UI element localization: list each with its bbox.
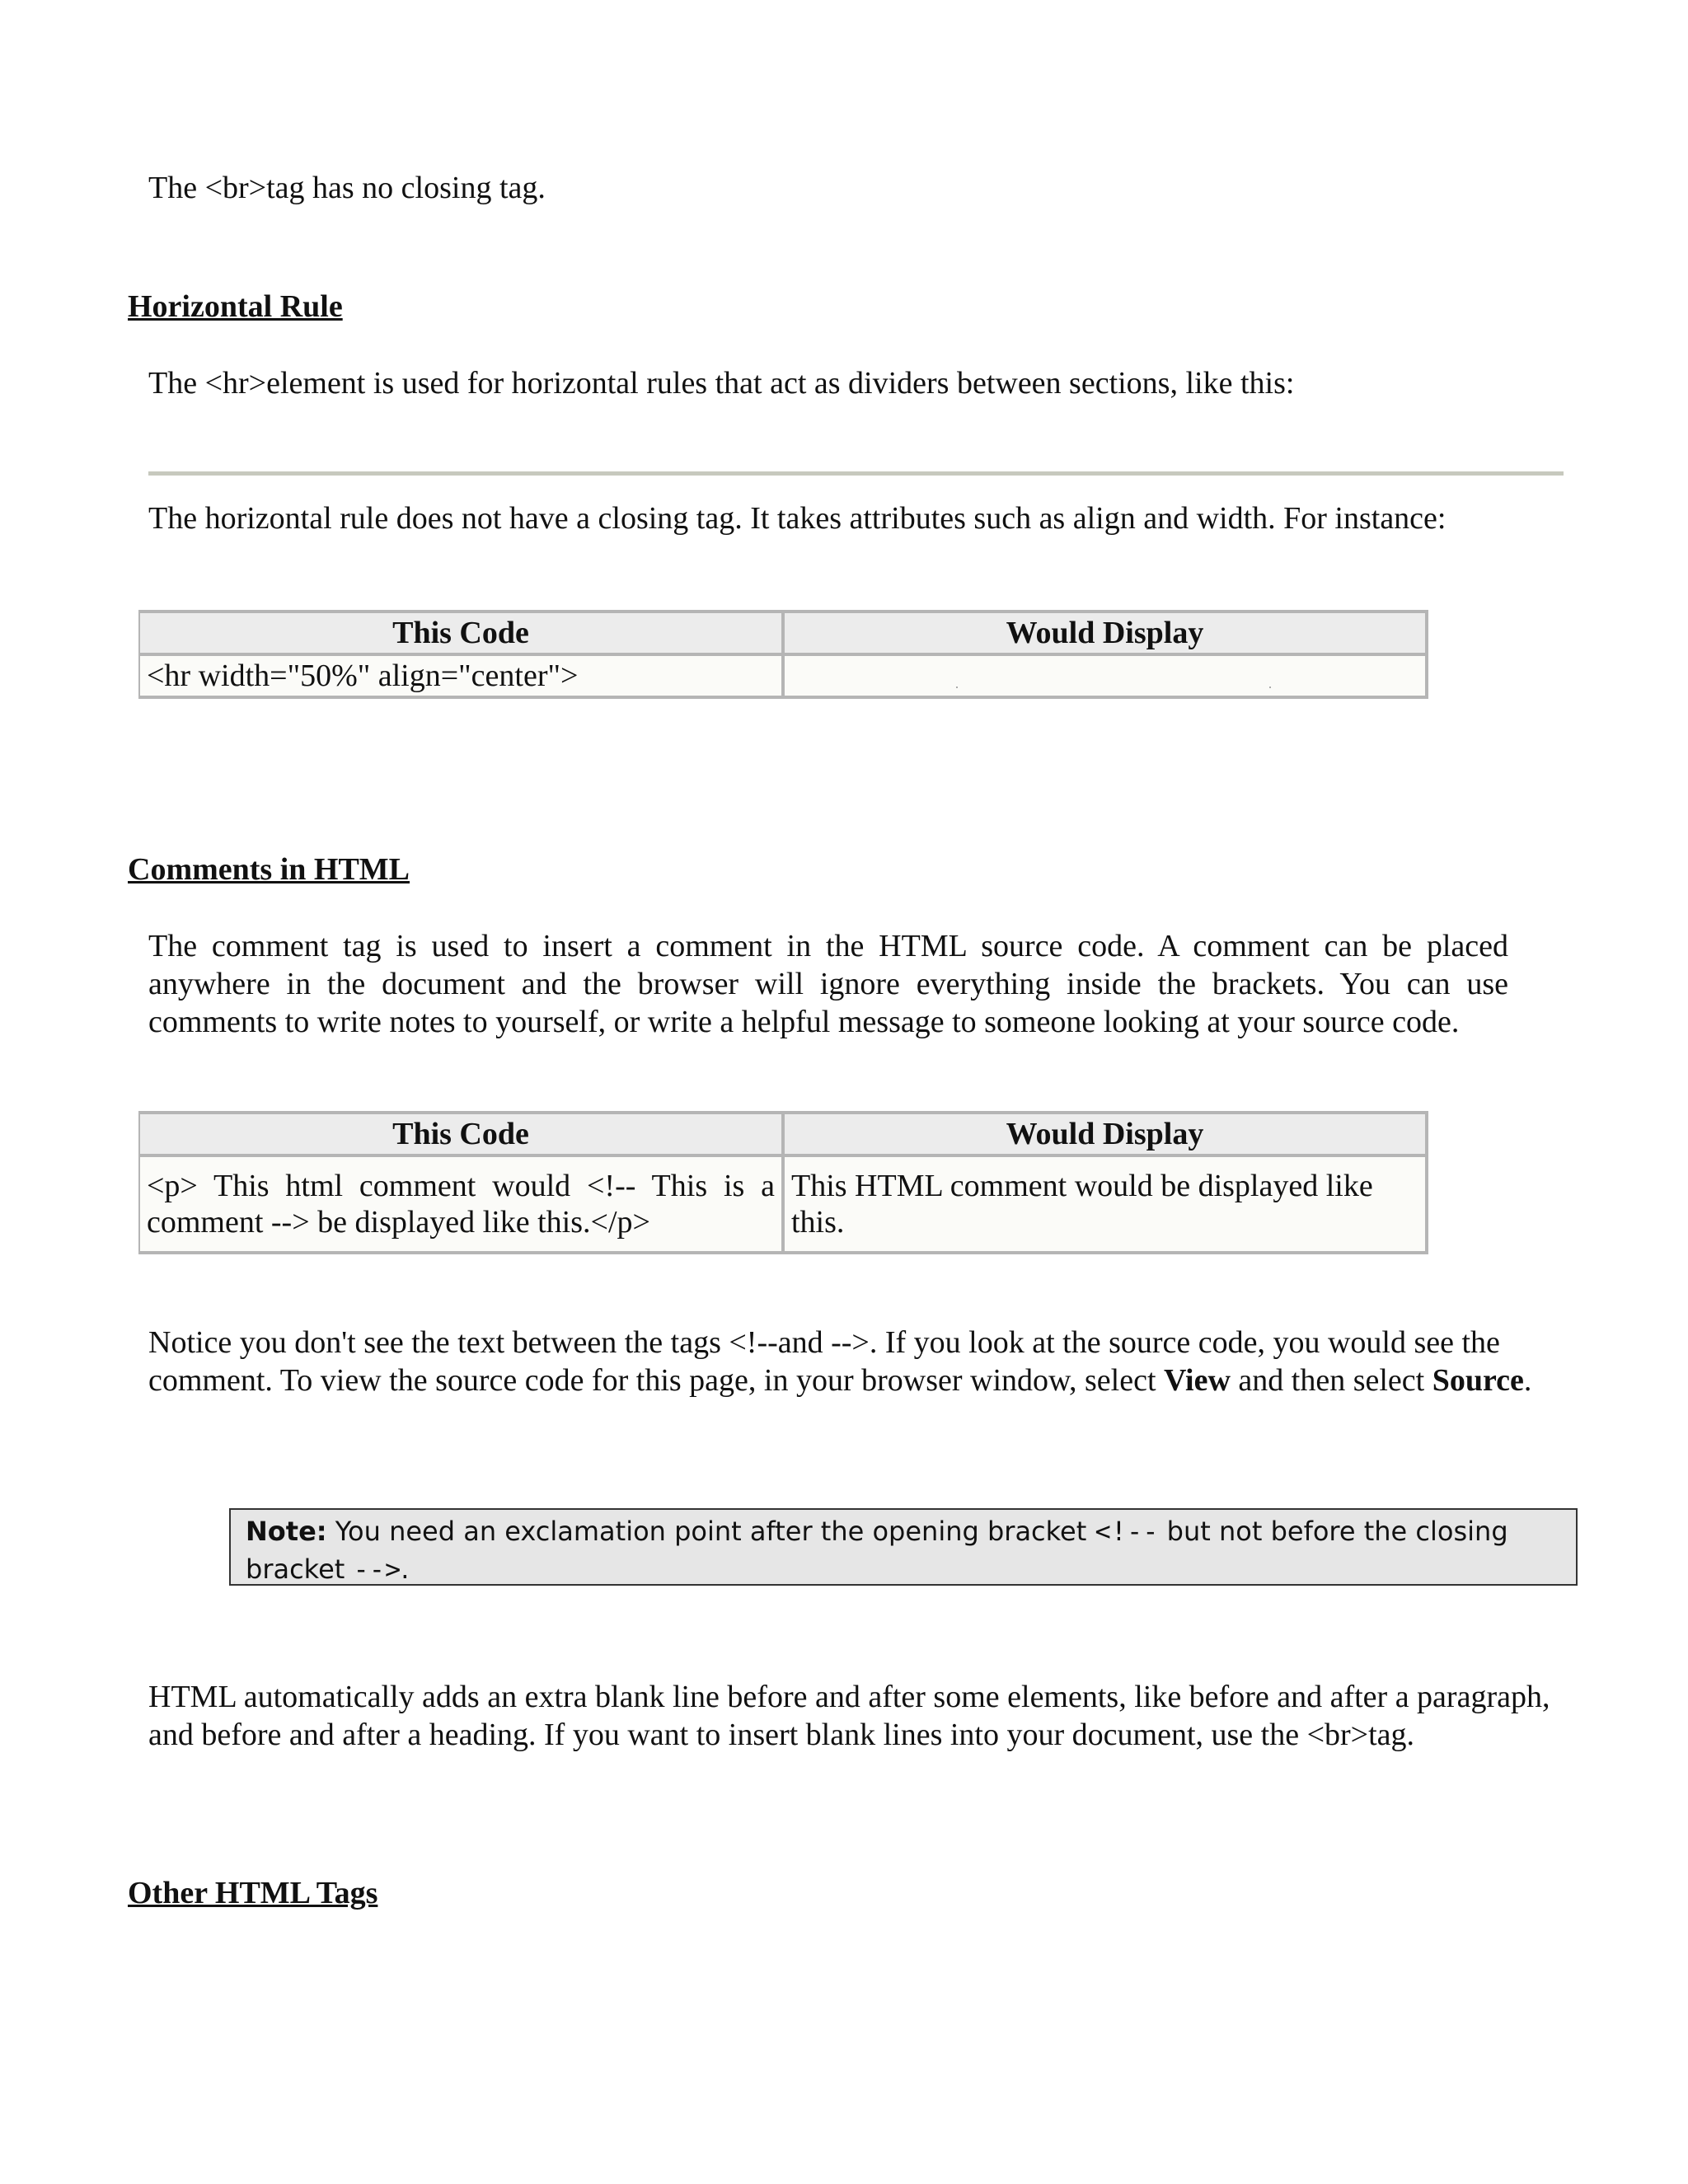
paragraph-comment-tag: The comment tag is used to insert a comment in the HTML source code. A comment can be placed anywhere in the document and the browser will ignore everything inside the brackets. You can use comments to write notes to yourself, or write a helpful message to someone looking at your source code.: [148, 929, 1508, 1039]
source-menu-label: Source: [1432, 1363, 1524, 1398]
table-header-row: [138, 1111, 1428, 1155]
comment-example-table: [138, 1111, 1428, 1254]
paragraph-br-no-closing: The <br>tag has no closing tag.: [148, 171, 546, 205]
display-cell: This HTML comment would be displayed like this.: [783, 1155, 1428, 1254]
horizontal-rule-example: [148, 471, 1564, 476]
header-would-display: Would Display: [783, 610, 1428, 654]
paragraph-notice-source: Notice you don't see the text between the tags <!--and -->. If you look at the source code, you would see the comment. To view the source code for this page, in your browser window, select View and then select Source.: [148, 1325, 1532, 1398]
paragraph-blank-lines: HTML automatically adds an extra blank line before and after some elements, like before and after a paragraph, and before and after a heading. If you want to insert blank lines into your document, use the <br>tag.: [148, 1680, 1550, 1752]
paragraph-hr-attributes: The horizontal rule does not have a closing tag. It takes attributes such as align and width. For instance:: [148, 501, 1447, 536]
hr-example-table: [138, 610, 1428, 699]
note-box: Note: You need an exclamation point after the opening bracket <!-- but not before the closing bracket -->.: [229, 1508, 1578, 1586]
heading-comments-in-html: Comments in HTML: [128, 852, 410, 887]
heading-other-html-tags: Other HTML Tags: [128, 1876, 378, 1910]
code-cell: <p> This html comment would <!-- This is a comment --> be displayed like this.</p>: [138, 1155, 783, 1254]
table-header-row: [138, 610, 1428, 654]
heading-horizontal-rule: Horizontal Rule: [128, 289, 343, 324]
header-this-code: This Code: [138, 610, 783, 654]
table-row: [138, 654, 1428, 699]
table-row: [138, 1155, 1428, 1254]
code-cell: <hr width="50%" align="center">: [138, 654, 783, 699]
header-this-code: This Code: [138, 1111, 783, 1155]
header-would-display: Would Display: [783, 1111, 1428, 1155]
note-label: Note:: [246, 1516, 327, 1547]
display-cell-hr-demo: [783, 654, 1428, 699]
view-menu-label: View: [1164, 1363, 1231, 1398]
close-comment-code: -->: [353, 1554, 401, 1585]
paragraph-hr-intro: The <hr>element is used for horizontal rules that act as dividers between sections, like this:: [148, 366, 1295, 401]
open-comment-code: <!--: [1095, 1516, 1159, 1547]
